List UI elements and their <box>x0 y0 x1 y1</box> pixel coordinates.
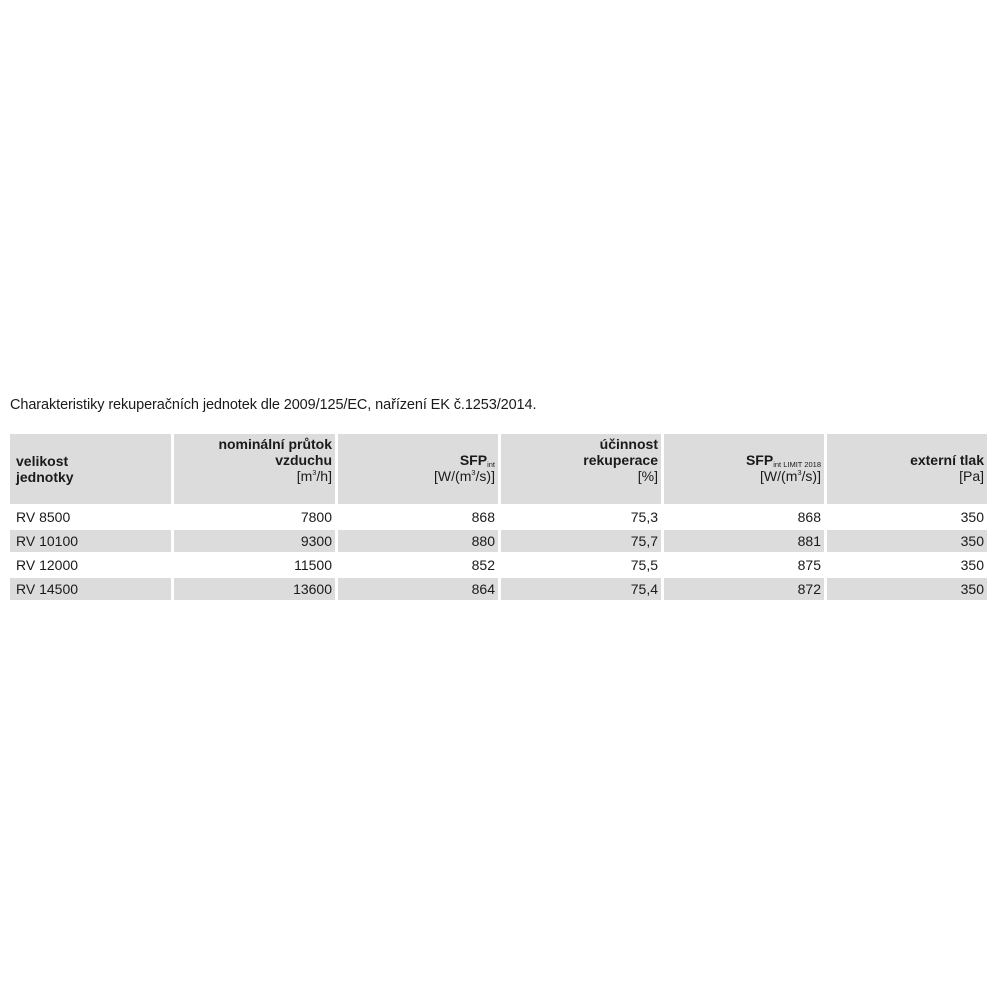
cell-pressure: 350 <box>827 554 987 576</box>
cell-sfp-limit: 875 <box>664 554 824 576</box>
flow-unit: $[m^3/h]$ <box>296 468 332 484</box>
col-header-pressure: externí tlak [Pa] <box>827 434 987 504</box>
cell-efficiency: 75,3 <box>501 506 661 528</box>
sfp-limit-unit: $[W/(m^3/s)]$ <box>760 468 821 484</box>
cell-size: RV 14500 <box>10 578 171 600</box>
table-header-row <box>10 434 987 504</box>
table-row <box>10 554 987 576</box>
cell-sfp-limit: 881 <box>664 530 824 552</box>
cell-pressure: 350 <box>827 506 987 528</box>
table-row <box>10 530 987 552</box>
col-header-flow: nominální průtok vzduchu $[m^3/h]$ <box>174 434 335 504</box>
cell-sfp-limit: 872 <box>664 578 824 600</box>
cell-flow: 11500 <box>174 554 335 576</box>
cell-sfp: 864 <box>338 578 498 600</box>
table-row <box>10 578 987 600</box>
col-header-efficiency: účinnost rekuperace [%] <box>501 434 661 504</box>
cell-efficiency: 75,4 <box>501 578 661 600</box>
cell-size: RV 10100 <box>10 530 171 552</box>
cell-flow: 7800 <box>174 506 335 528</box>
col-header-sfp-limit: $SFP_{int LIMIT 2018}$ $[W/(m^3/s)]$ <box>664 434 824 504</box>
cell-sfp-limit: 868 <box>664 506 824 528</box>
col-header-size: velikost jednotky <box>10 434 171 504</box>
cell-sfp: 880 <box>338 530 498 552</box>
cell-flow: 13600 <box>174 578 335 600</box>
col-header-sfp: $SFP_{int}$ $[W/(m^3/s)]$ <box>338 434 498 504</box>
cell-efficiency: 75,7 <box>501 530 661 552</box>
table-caption: Charakteristiky rekuperačních jednotek dle 2009/125/EC, nařízení EK č.1253/2014. <box>10 397 537 413</box>
cell-flow: 9300 <box>174 530 335 552</box>
cell-efficiency: 75,5 <box>501 554 661 576</box>
cell-pressure: 350 <box>827 578 987 600</box>
cell-size: RV 12000 <box>10 554 171 576</box>
sfp-unit: $[W/(m^3/s)]$ <box>434 468 495 484</box>
cell-sfp: 852 <box>338 554 498 576</box>
table-row <box>10 506 987 528</box>
cell-sfp: 868 <box>338 506 498 528</box>
unit-characteristics-table <box>7 432 990 602</box>
cell-size: RV 8500 <box>10 506 171 528</box>
cell-pressure: 350 <box>827 530 987 552</box>
